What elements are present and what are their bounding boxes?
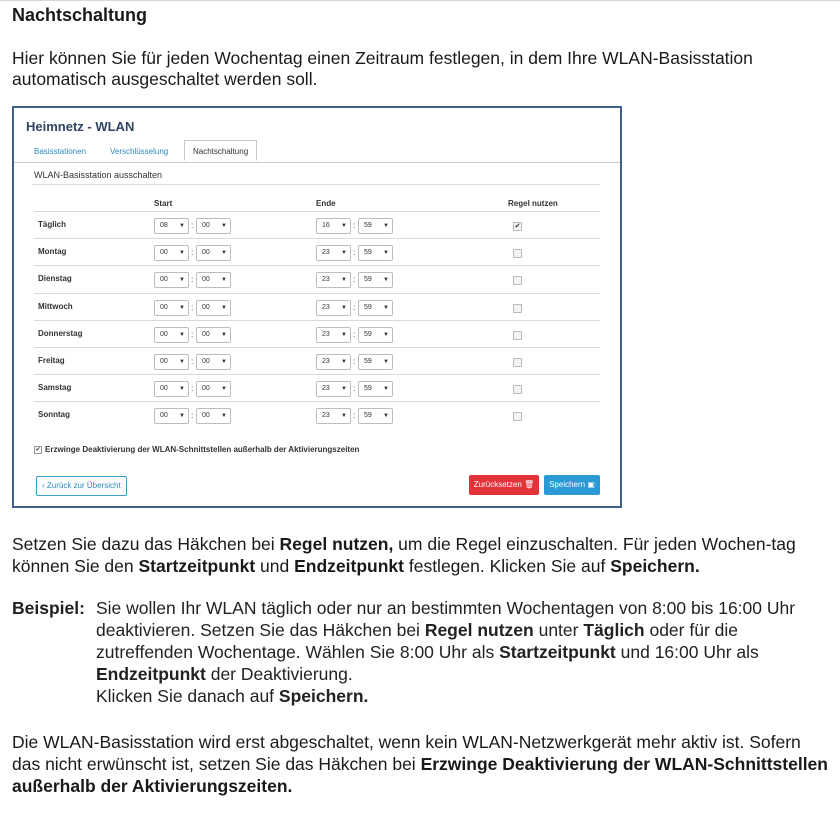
time-separator: :: [353, 384, 356, 394]
dropdown-arrow-icon: ▼: [341, 413, 347, 420]
force-deactivation-option[interactable]: [34, 445, 359, 454]
start-hour-select[interactable]: [154, 381, 189, 397]
start-hour-value: 00: [160, 330, 168, 338]
reset-button[interactable]: [469, 475, 539, 495]
panel-title: WLAN-Basisstation ausschalten: [34, 170, 163, 180]
end-hour-select[interactable]: [316, 354, 351, 370]
dropdown-arrow-icon: ▼: [179, 331, 185, 338]
time-separator: :: [191, 302, 194, 312]
end-hour-value: 23: [322, 358, 330, 365]
start-hour-value: 00: [160, 303, 168, 311]
dropdown-arrow-icon: ▼: [341, 331, 347, 338]
rule-checkbox[interactable]: [513, 358, 522, 367]
start-minute-select[interactable]: [196, 327, 231, 343]
dropdown-arrow-icon: ▼: [179, 304, 185, 311]
start-hour-select[interactable]: [154, 408, 189, 424]
text: der Deaktivierung.: [205, 664, 353, 684]
paragraph-rule: [12, 533, 828, 577]
dropdown-arrow-icon: ▼: [179, 386, 185, 393]
time-separator: :: [191, 357, 194, 366]
save-icon: ▣: [587, 480, 595, 489]
time-separator: :: [191, 411, 194, 421]
start-minute-value: 00: [202, 222, 210, 229]
text: und: [255, 556, 295, 576]
time-separator: :: [191, 384, 194, 394]
schedule-row: [34, 401, 600, 429]
time-separator: :: [353, 329, 356, 339]
end-hour-select[interactable]: [316, 272, 351, 288]
section-heading: Nachtschaltung: [12, 5, 148, 25]
day-label: Donnerstag: [38, 328, 83, 338]
rule-checkbox[interactable]: [513, 276, 522, 285]
back-button[interactable]: ‹ Zurück zur Übersicht: [36, 476, 127, 496]
emphasis: Endzeitpunkt: [96, 664, 206, 684]
schedule-row: [34, 374, 600, 402]
start-minute-select[interactable]: [196, 381, 231, 397]
start-minute-value: 00: [202, 276, 210, 284]
tab-verschluesselung[interactable]: Verschlüsselung: [110, 147, 169, 156]
end-hour-value: 16: [322, 222, 330, 229]
start-hour-value: 00: [160, 385, 168, 393]
trash-icon: 🗑: [524, 480, 535, 489]
end-hour-select[interactable]: [316, 245, 351, 261]
end-hour-value: 23: [322, 330, 330, 338]
text: Die WLAN-Basisstation wird erst abgeschaltet, wenn kein WLAN-Netzwerkgerät mehr aktiv ist. Sofern das nicht erwünscht ist, setzen Sie das Häkchen bei: [12, 732, 801, 774]
end-minute-value: 59: [364, 249, 372, 257]
end-hour-value: 23: [322, 276, 330, 284]
schedule-row: [34, 347, 600, 375]
dropdown-arrow-icon: ▼: [221, 331, 227, 338]
end-minute-select[interactable]: [358, 245, 393, 261]
end-minute-value: 59: [364, 385, 372, 393]
dropdown-arrow-icon: ▼: [383, 413, 389, 420]
start-minute-select[interactable]: [196, 218, 231, 234]
dropdown-arrow-icon: ▼: [221, 359, 227, 365]
end-hour-select[interactable]: [316, 218, 351, 234]
end-hour-select[interactable]: [316, 327, 351, 343]
time-separator: :: [353, 357, 356, 366]
dropdown-arrow-icon: ▼: [383, 223, 389, 229]
day-label: Dienstag: [38, 274, 72, 284]
schedule-row: [34, 238, 600, 266]
end-minute-value: 59: [364, 358, 372, 365]
settings-screenshot: [12, 106, 622, 508]
dropdown-arrow-icon: ▼: [341, 277, 347, 284]
start-hour-select[interactable]: [154, 354, 189, 370]
start-hour-select[interactable]: [154, 245, 189, 261]
emphasis: Startzeitpunkt: [499, 642, 616, 662]
dropdown-arrow-icon: ▼: [179, 359, 185, 365]
end-minute-value: 59: [364, 222, 372, 229]
start-hour-value: 00: [160, 412, 168, 420]
text: unter: [533, 620, 584, 640]
end-minute-value: 59: [364, 276, 372, 284]
day-label: Täglich: [38, 220, 67, 229]
start-minute-value: 00: [202, 385, 210, 393]
start-hour-select[interactable]: [154, 327, 189, 343]
text: Sie wollen Ihr WLAN täglich oder nur an bestimmten Wochentagen von 8:00 bis 16:00 Uhr deaktivieren. Setzen Sie das Häkchen bei: [96, 598, 796, 640]
column-header-end: Ende: [316, 199, 336, 208]
emphasis: Endzeitpunkt: [294, 556, 404, 576]
end-hour-select[interactable]: [316, 408, 351, 424]
time-separator: :: [191, 329, 194, 339]
start-minute-value: 00: [202, 330, 210, 338]
time-separator: :: [353, 221, 356, 230]
start-hour-value: 00: [160, 249, 168, 257]
day-label: Freitag: [38, 356, 65, 365]
day-label: Sonntag: [38, 410, 70, 420]
emphasis: Startzeitpunkt: [138, 556, 256, 576]
dropdown-arrow-icon: ▼: [221, 277, 227, 284]
start-hour-select[interactable]: [154, 218, 189, 234]
end-hour-value: 23: [322, 249, 330, 257]
schedule-row: [34, 265, 600, 293]
rule-checkbox[interactable]: [513, 249, 522, 258]
start-hour-value: 08: [160, 222, 168, 229]
start-minute-select[interactable]: [196, 300, 231, 316]
end-minute-select[interactable]: [358, 272, 393, 288]
emphasis: Täglich: [583, 620, 645, 640]
save-label: Speichern: [549, 480, 586, 489]
rule-checkbox[interactable]: [513, 412, 522, 421]
emphasis: Speichern.: [610, 556, 700, 576]
dropdown-arrow-icon: ▼: [179, 277, 185, 284]
end-hour-value: 23: [322, 303, 330, 311]
end-minute-value: 59: [364, 412, 372, 420]
start-minute-select[interactable]: [196, 408, 231, 424]
dropdown-arrow-icon: ▼: [383, 304, 389, 311]
start-hour-select[interactable]: [154, 272, 189, 288]
force-checkbox[interactable]: ✔: [35, 446, 41, 453]
start-minute-select[interactable]: [196, 245, 231, 261]
end-minute-value: 59: [364, 303, 372, 311]
dropdown-arrow-icon: ▼: [383, 386, 389, 393]
text: oder für die zutreffenden Wochentage. Wählen Sie 8:00 Uhr als: [96, 620, 738, 662]
emphasis: Erzwinge Deaktivierung der WLAN-Schnittstellen außerhalb der Aktivierungszeiten.: [12, 754, 828, 796]
time-separator: :: [353, 275, 356, 285]
dropdown-arrow-icon: ▼: [383, 250, 389, 257]
dropdown-arrow-icon: ▼: [179, 250, 185, 257]
emphasis: Regel nutzen,: [279, 534, 394, 554]
end-minute-value: 59: [364, 330, 372, 338]
end-minute-select[interactable]: [358, 218, 393, 234]
dropdown-arrow-icon: ▼: [383, 331, 389, 338]
end-minute-select[interactable]: [358, 408, 393, 424]
force-label: Erzwinge Deaktivierung der WLAN-Schnittstellen außerhalb der Aktivierungszeiten: [45, 445, 360, 454]
emphasis: Speichern.: [278, 686, 369, 706]
start-minute-value: 00: [202, 303, 210, 311]
rule-checkbox[interactable]: [513, 304, 522, 313]
end-minute-select[interactable]: [358, 354, 393, 370]
dropdown-arrow-icon: ▼: [341, 304, 347, 311]
example-label: Beispiel:: [12, 598, 85, 618]
time-separator: :: [353, 411, 356, 421]
top-divider: [0, 0, 840, 1]
end-hour-select[interactable]: [316, 381, 351, 397]
text: und 16:00 Uhr als: [615, 642, 759, 662]
start-minute-select[interactable]: [196, 354, 231, 370]
intro-paragraph: Hier können Sie für jeden Wochentag einen Zeitraum festlegen, in dem Ihre WLAN-Basisstation automatisch ausgeschaltet werden soll.: [12, 48, 753, 89]
start-hour-value: 00: [160, 358, 168, 365]
dropdown-arrow-icon: ▼: [221, 386, 227, 393]
time-separator: :: [353, 302, 356, 312]
start-minute-value: 00: [202, 249, 210, 257]
end-hour-value: 23: [322, 412, 330, 420]
dropdown-arrow-icon: ▼: [221, 223, 227, 229]
time-separator: :: [353, 248, 356, 258]
dropdown-arrow-icon: ▼: [341, 359, 347, 365]
emphasis: Regel nutzen: [424, 620, 534, 640]
end-minute-select[interactable]: [358, 327, 393, 343]
text: festlegen. Klicken Sie auf: [403, 556, 611, 576]
rule-checkbox[interactable]: [513, 385, 522, 394]
start-hour-select[interactable]: [154, 300, 189, 316]
time-separator: :: [191, 248, 194, 258]
dropdown-arrow-icon: ▼: [341, 223, 347, 229]
tab-basisstationen[interactable]: Basisstationen: [34, 147, 87, 156]
column-header-rule: Regel nutzen: [508, 199, 558, 208]
schedule-row: [34, 320, 600, 348]
dropdown-arrow-icon: ▼: [341, 386, 347, 393]
dropdown-arrow-icon: ▼: [179, 413, 185, 420]
panel-divider: [32, 184, 600, 185]
paragraph-force: [12, 731, 828, 797]
end-hour-value: 23: [322, 385, 330, 393]
reset-label: Zurücksetzen: [473, 480, 522, 489]
dropdown-arrow-icon: ▼: [341, 250, 347, 257]
start-minute-select[interactable]: [196, 272, 231, 288]
dropdown-arrow-icon: ▼: [383, 359, 389, 365]
dropdown-arrow-icon: ▼: [383, 277, 389, 284]
time-separator: :: [191, 221, 194, 230]
dropdown-arrow-icon: ▼: [221, 304, 227, 311]
schedule-row: [34, 211, 600, 239]
day-label: Montag: [38, 247, 67, 257]
tab-bar: [14, 140, 620, 163]
time-separator: :: [191, 275, 194, 285]
app-title: Heimnetz - WLAN: [26, 119, 135, 134]
end-minute-select[interactable]: [358, 381, 393, 397]
column-header-start: Start: [154, 199, 173, 208]
start-minute-value: 00: [202, 358, 210, 365]
dropdown-arrow-icon: ▼: [179, 223, 185, 229]
end-minute-select[interactable]: [358, 300, 393, 316]
start-hour-value: 00: [160, 276, 168, 284]
day-label: Samstag: [38, 383, 72, 393]
start-minute-value: 00: [202, 412, 210, 420]
schedule-row: [34, 293, 600, 321]
save-button[interactable]: [544, 475, 600, 495]
text: Setzen Sie dazu das Häkchen bei: [12, 534, 280, 554]
dropdown-arrow-icon: ▼: [221, 250, 227, 257]
example-body: [96, 597, 828, 707]
rule-checkbox[interactable]: ✔: [514, 223, 521, 230]
end-hour-select[interactable]: [316, 300, 351, 316]
text: um die Regel einzuschalten. Für jeden Wochen-tag können Sie den: [12, 534, 796, 576]
tab-nachtschaltung[interactable]: Nachtschaltung: [184, 140, 257, 161]
text: Klicken Sie danach auf: [96, 686, 279, 706]
day-label: Mittwoch: [38, 301, 73, 311]
rule-checkbox[interactable]: [513, 331, 522, 340]
dropdown-arrow-icon: ▼: [221, 413, 227, 420]
